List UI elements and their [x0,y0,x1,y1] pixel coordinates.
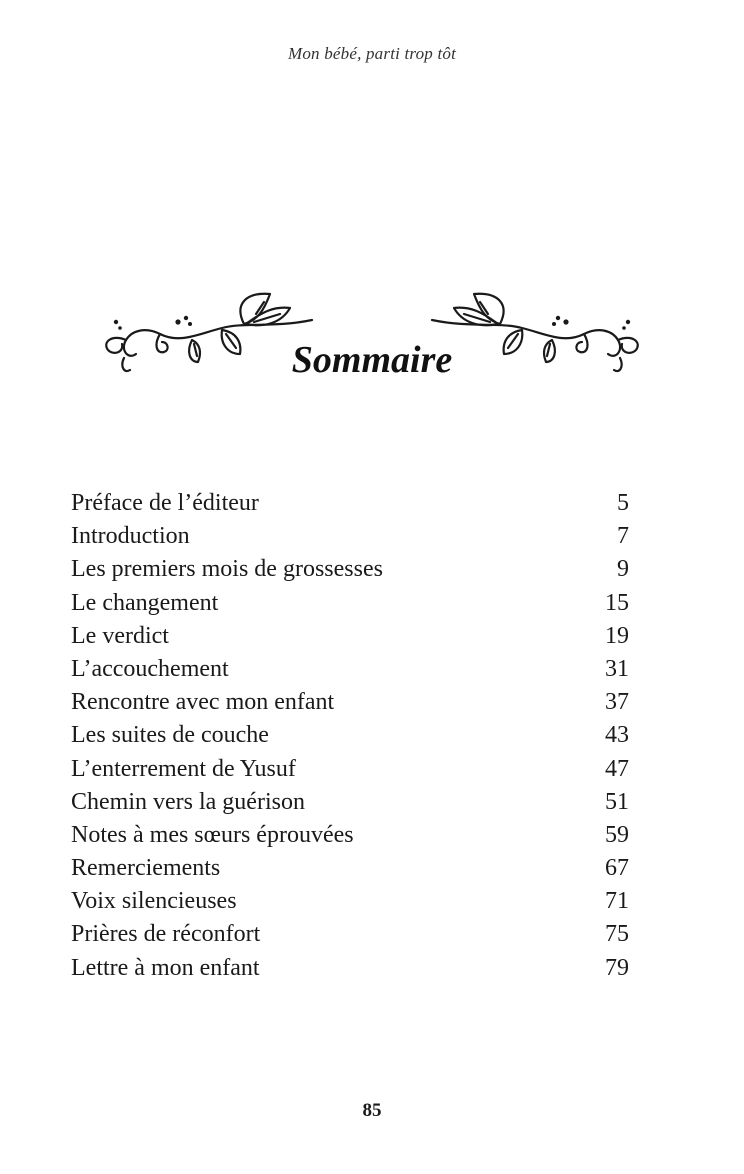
toc-entry-page: 31 [605,655,629,682]
toc-entry [71,620,629,653]
toc-entry-title: L’enterrement de Yusuf [71,755,296,782]
toc-entry-page: 71 [605,888,629,915]
toc-entry-title: Lettre à mon enfant [71,954,260,981]
toc-entry-page: 7 [617,523,629,550]
page-number: 85 [362,1100,382,1121]
toc-entry [71,587,629,620]
toc-entry [71,487,629,520]
running-head: Mon bébé, parti trop tôt [287,44,457,63]
toc-entry-page: 37 [605,689,629,716]
toc-entry [71,952,629,985]
toc-entry [71,852,629,885]
toc-entry-title: Introduction [71,523,190,550]
toc-entry [71,885,629,918]
toc-entry-page: 67 [605,855,629,882]
toc-entry-page: 79 [605,954,629,981]
toc-entry-title: Remerciements [71,855,221,882]
toc-entry [71,686,629,719]
toc-entry-title: Voix silencieuses [71,888,237,915]
table-of-contents [71,487,629,985]
toc-entry-page: 47 [605,755,629,782]
toc-entry [71,753,629,786]
toc-entry-page: 9 [617,556,629,583]
toc-entry [71,719,629,752]
toc-entry-page: 51 [605,788,629,815]
toc-entry-title: Rencontre avec mon enfant [71,689,335,716]
toc-entry-title: L’accouchement [71,655,229,682]
toc-entry [71,553,629,586]
toc-entry-page: 15 [605,589,629,616]
toc-entry [71,653,629,686]
toc-entry-title: Notes à mes sœurs éprouvées [71,821,354,848]
toc-entry-title: Chemin vers la guérison [71,788,305,815]
toc-entry-page: 75 [605,921,629,948]
toc-entry-title: Le verdict [71,622,169,649]
toc-entry [71,819,629,852]
toc-entry-title: Les premiers mois de grossesses [71,556,383,583]
toc-entry-page: 43 [605,722,629,749]
toc-entry-title: Les suites de couche [71,722,269,749]
toc-entry-title: Prières de réconfort [71,921,261,948]
toc-entry-page: 5 [617,490,629,516]
toc-entry [71,520,629,553]
toc-entry [71,918,629,951]
toc-entry-page: 59 [605,821,629,848]
page-title: Sommaire [291,339,453,381]
toc-entry-page: 19 [605,622,629,649]
toc-entry-title: Le changement [71,589,219,616]
toc-entry-title: Préface de l’éditeur [71,490,259,516]
toc-entry [71,786,629,819]
